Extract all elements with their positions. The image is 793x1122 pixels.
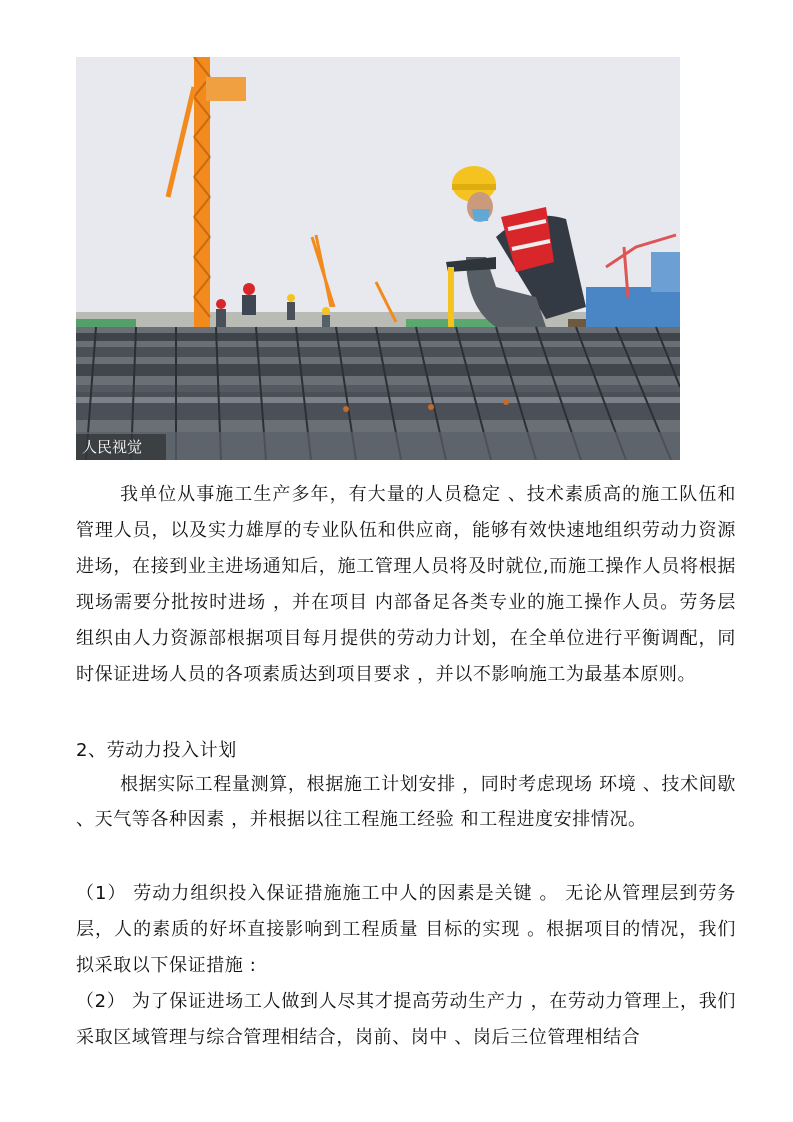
blue-building-2 xyxy=(651,252,680,292)
rebar-grid xyxy=(76,327,680,460)
paragraph-measure-2: （2） 为了保证进场工人做到人尽其才提高劳动生产力 ，在劳动力管理上，我们采取区域管理与综合管理相结合，岗前、岗中 、岗后三位管理相结合 xyxy=(76,991,736,1048)
paragraph-labor-resources: 我单位从事施工生产多年，有大量的人员稳定 、技术素质高的施工队伍和管理人员，以及实力雄厚的专业队伍和供应商，能够有效快速地组织劳动力资源进场，在接到业主进场通知后，施工管理人员将及时就位,而施工操作人员将根据现场需要分批按时进场 ，并在项目 内部备足各类专业的施工操作人员。劳务层组织由人力资源部根据项目每月提供的劳动力计划，在全单位进行平衡调配，同时保证进场人员的各项素质达到项目要求 ，并以不影响施工为最基本原则。 xyxy=(76,484,736,685)
paragraph-labor-estimate: 根据实际工程量测算，根据施工计划安排 ，同时考虑现场 环境 、技术间歇 、天气等各种因素 ，并根据以往工程施工经验 和工程进度安排情况。 xyxy=(76,774,736,830)
construction-scene-illustration xyxy=(76,57,680,460)
blue-building xyxy=(586,287,680,332)
photo-watermark: 人民视觉 xyxy=(76,434,166,460)
paragraph-measure-1: （1） 劳动力组织投入保证措施施工中人的因素是关键 。 无论从管理层到劳务层，人的素质的好坏直接影响到工程质量 目标的实现 。根据项目的情况，我们拟采取以下保证措施 : xyxy=(76,883,736,976)
construction-photo xyxy=(76,57,680,460)
section-heading-labor-plan: 2、劳动力投入计划 xyxy=(76,740,237,761)
